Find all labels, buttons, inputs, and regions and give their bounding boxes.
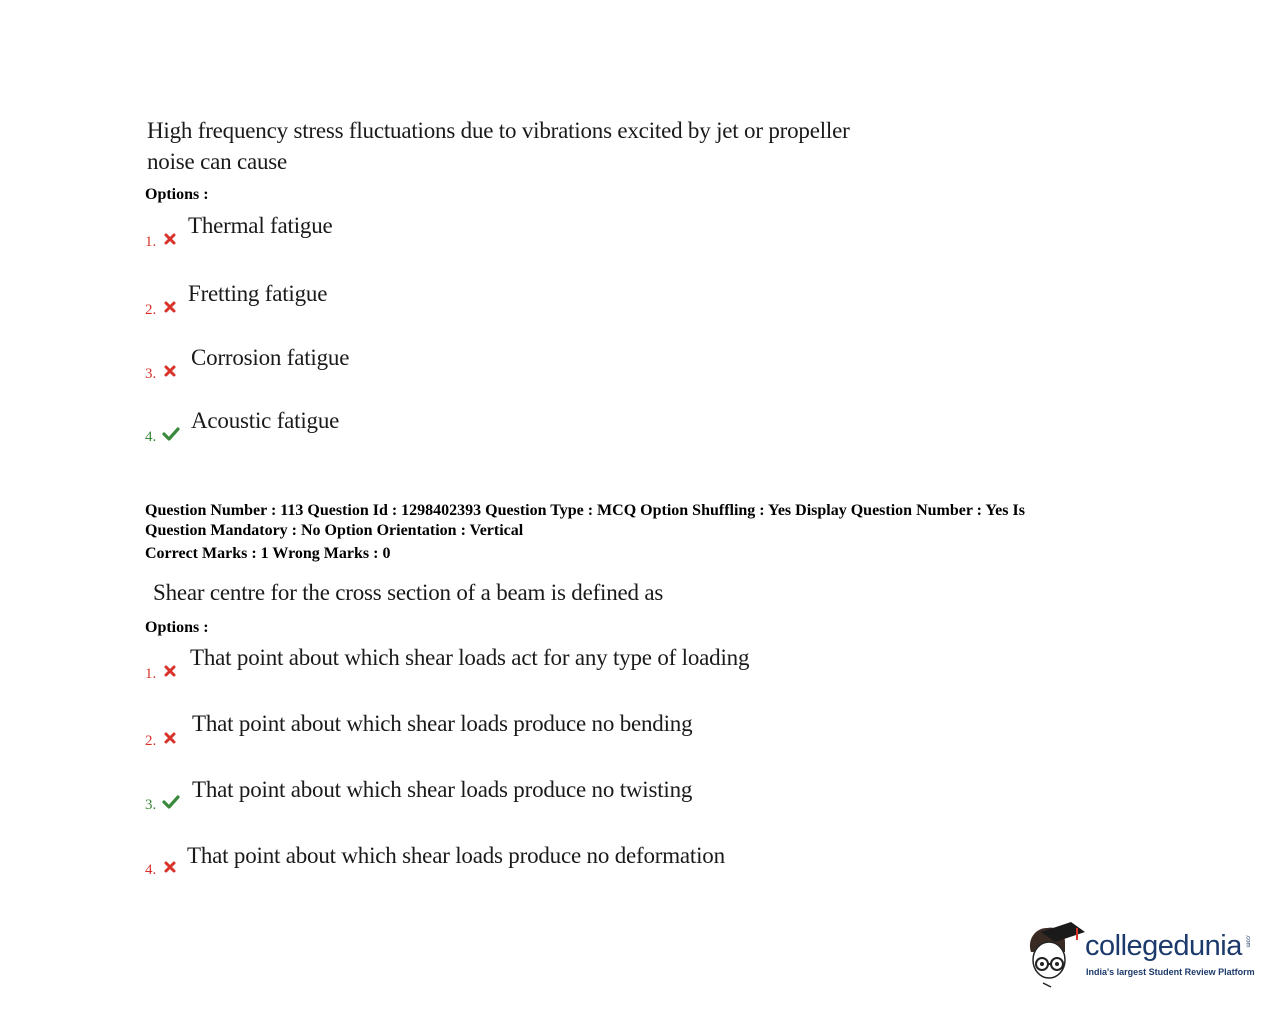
option-number: 2. [145, 302, 157, 318]
question-meta-line-1: Question Number : 113 Question Id : 1298402393 Question Type : MCQ Option Shuffling : Yes Display Question Number : Yes Is [145, 502, 1025, 519]
question-2-text: Shear centre for the cross section of a beam is defined as [153, 580, 664, 605]
option-text: That point about which shear loads act for any type of loading [190, 645, 750, 670]
option-number: 4. [145, 429, 157, 445]
option-number: 4. [145, 862, 157, 878]
question-meta-line-2: Question Mandatory : No Option Orientation : Vertical [145, 522, 524, 539]
collegedunia-logo [1025, 918, 1255, 990]
mascot-graduation-cap-icon [1025, 918, 1087, 988]
option-number: 1. [145, 234, 157, 250]
logo-suffix: .com [1244, 934, 1251, 948]
cross-icon [163, 860, 177, 874]
option-text: Thermal fatigue [188, 213, 333, 238]
option-text: Acoustic fatigue [191, 408, 340, 433]
option-text: Fretting fatigue [188, 281, 328, 306]
options-label: Options : [145, 186, 209, 203]
options-label: Options : [145, 619, 209, 636]
checkmark-icon [162, 427, 180, 441]
question-1-text [147, 115, 850, 177]
option-text: That point about which shear loads produce no twisting [192, 777, 693, 802]
cross-icon [163, 364, 177, 378]
option-text: Corrosion fatigue [191, 345, 350, 370]
checkmark-icon [162, 795, 180, 809]
option-number: 3. [145, 797, 157, 813]
marks-info: Correct Marks : 1 Wrong Marks : 0 [145, 545, 391, 562]
option-number: 3. [145, 366, 157, 382]
option-text: That point about which shear loads produce no deformation [187, 843, 725, 868]
option-text: That point about which shear loads produce no bending [192, 711, 693, 736]
option-number: 1. [145, 666, 157, 682]
option-number: 2. [145, 733, 157, 749]
cross-icon [163, 731, 177, 745]
cross-icon [163, 664, 177, 678]
question-1-line-2: noise can cause [147, 149, 288, 174]
logo-name: collegedunia [1085, 930, 1242, 962]
cross-icon [163, 300, 177, 314]
question-1-line-1: High frequency stress fluctuations due to vibrations excited by jet or propeller [147, 118, 850, 143]
question-2-meta [145, 501, 1135, 541]
logo-tagline: India's largest Student Review Platform [1086, 967, 1255, 977]
cross-icon [163, 232, 177, 246]
